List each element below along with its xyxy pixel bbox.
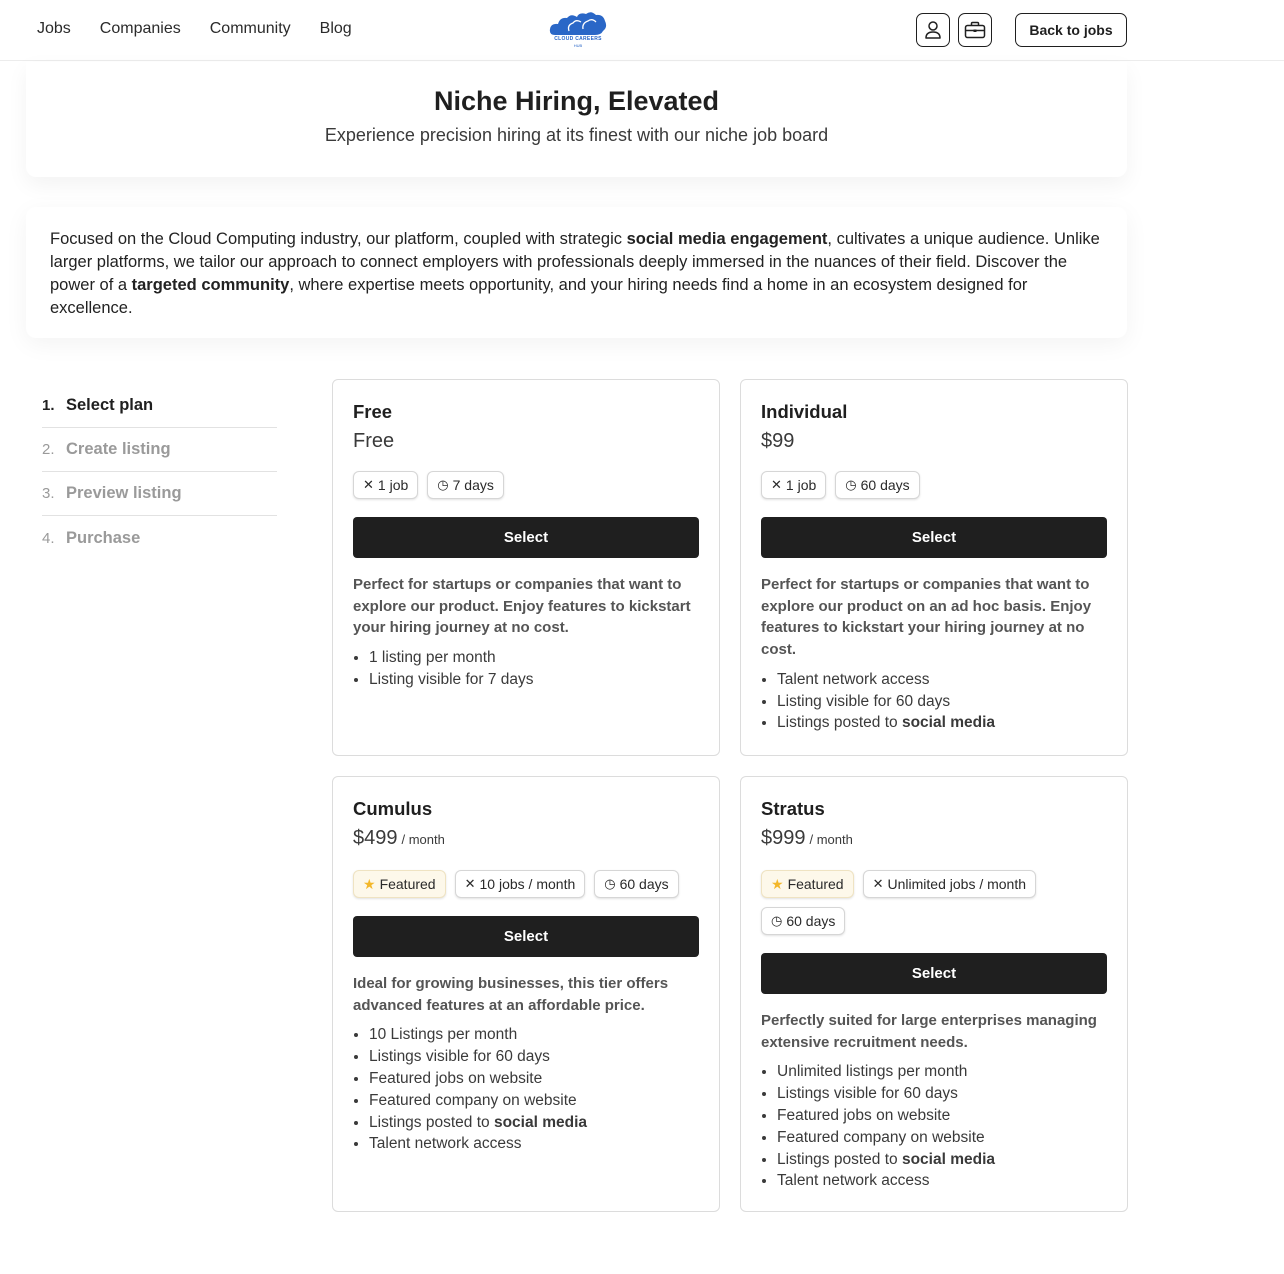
plan-name: Individual (761, 401, 848, 422)
feature-item: • Talent network access (777, 1170, 1107, 1192)
step-create-listing[interactable] (42, 428, 277, 472)
close-icon: ✕ (771, 477, 782, 492)
step-number: 3. (42, 485, 55, 502)
plan-description: Perfect for startups or companies that want to explore our product. Enjoy features to kickstart your hiring journey at no cost. (353, 576, 691, 637)
plan-features (761, 1061, 1107, 1192)
step-purchase[interactable] (42, 516, 277, 560)
main-nav (37, 20, 352, 38)
feature-item: • Listings visible for 60 days (369, 1046, 699, 1068)
duration-tag (761, 907, 845, 935)
feature-item: • Featured jobs on website (777, 1105, 1107, 1127)
logo-text: CLOUD CAREERS (554, 36, 602, 42)
tag-label: 10 jobs / month (479, 876, 576, 892)
select-individual-button[interactable]: Select (761, 517, 1107, 558)
employer-button[interactable] (958, 13, 992, 47)
plan-features (353, 1024, 699, 1155)
feature-highlight: social media (901, 714, 995, 732)
cloud-logo-icon (549, 9, 607, 39)
plan-card-cumulus (332, 776, 720, 1212)
duration-tag (427, 471, 504, 499)
jobs-tag (863, 870, 1036, 898)
plan-tags (353, 870, 699, 898)
clock-icon: ◷ (437, 477, 449, 492)
tag-label: 1 job (785, 477, 817, 493)
intro-text (50, 228, 1103, 320)
feature-item (369, 1112, 699, 1134)
tag-label: 60 days (860, 477, 910, 493)
feature-text: Listings posted to (369, 1113, 494, 1131)
feature-item: • 10 Listings per month (369, 1024, 699, 1046)
step-select-plan[interactable] (42, 384, 277, 428)
plan-card-free (332, 379, 720, 756)
select-stratus-button[interactable]: Select (761, 953, 1107, 994)
nav-companies-link[interactable]: Companies (99, 20, 181, 37)
plan-name: Cumulus (353, 798, 433, 819)
feature-item: • 1 listing per month (369, 647, 699, 669)
page-subtitle: Experience precision hiring at its finest with our niche job board (324, 125, 829, 145)
featured-tag (761, 870, 854, 898)
plan-tags (761, 870, 1107, 935)
feature-item: • Unlimited listings per month (777, 1061, 1107, 1083)
plan-name: Stratus (761, 798, 825, 819)
feature-text: Listings posted to (777, 1150, 902, 1168)
tag-label: Unlimited jobs / month (887, 876, 1027, 892)
feature-highlight: social media (901, 1150, 995, 1168)
plan-price (353, 426, 699, 456)
star-icon: ★ (771, 875, 784, 892)
star-icon: ★ (363, 875, 376, 892)
feature-text: Listings posted to (777, 714, 902, 732)
plan-card-stratus (740, 776, 1128, 1212)
close-icon: ✕ (872, 876, 884, 891)
plan-price-period: / month (809, 832, 853, 847)
user-icon (924, 20, 942, 40)
feature-highlight: social media (493, 1113, 587, 1131)
intro-text-part: , where expertise meets opportunity, and your hiring needs find a home in an ecosystem designed for excellence. (50, 276, 1028, 317)
plan-tags (353, 471, 699, 499)
briefcase-icon (964, 21, 986, 39)
nav-jobs-link[interactable]: Jobs (37, 20, 71, 37)
intro-panel (26, 207, 1127, 338)
plan-card-individual (740, 379, 1128, 756)
tag-label: Featured (379, 876, 436, 892)
plan-price-value: $499 (353, 827, 398, 849)
intro-text-part: , cultivates a unique audience. Unlike larger platforms, we tailor our approach to connect employers with professionals deeply immersed in the nuances of their field. Discover the power of a (50, 230, 1100, 294)
jobs-tag (353, 471, 418, 499)
site-logo[interactable] (549, 9, 607, 53)
nav-blog-link[interactable]: Blog (319, 20, 352, 37)
tag-label: 60 days (619, 876, 669, 892)
plan-price (761, 823, 1107, 855)
intro-highlight-social: social media engagement (626, 230, 828, 248)
page-title: Niche Hiring, Elevated (433, 86, 720, 116)
select-free-button[interactable]: Select (353, 517, 699, 558)
back-to-jobs-button[interactable]: Back to jobs (1015, 13, 1127, 47)
feature-item (777, 712, 1107, 734)
plan-features (353, 647, 699, 691)
plan-tags (761, 471, 1107, 499)
feature-item: • Featured company on website (369, 1090, 699, 1112)
plan-price-value: $999 (761, 827, 806, 849)
jobs-tag (761, 471, 826, 499)
plan-price (761, 426, 1107, 456)
plan-description: Ideal for growing businesses, this tier offers advanced features at an affordable price. (353, 975, 669, 1014)
step-preview-listing[interactable] (42, 472, 277, 516)
feature-item: • Talent network access (369, 1133, 699, 1155)
feature-item: • Featured jobs on website (369, 1068, 699, 1090)
feature-item: • Featured company on website (777, 1127, 1107, 1149)
step-number: 4. (42, 529, 55, 547)
close-icon: ✕ (363, 477, 374, 492)
duration-tag (835, 471, 919, 499)
plan-price (353, 823, 699, 855)
plan-price-value: $99 (761, 430, 795, 452)
feature-item (777, 1149, 1107, 1171)
feature-item: • Listing visible for 7 days (369, 669, 699, 691)
checkout-steps (42, 384, 277, 560)
close-icon: ✕ (464, 876, 476, 891)
plan-description: Perfectly suited for large enterprises managing extensive recruitment needs. (761, 1012, 1097, 1051)
plan-price-period: / month (401, 832, 445, 847)
clock-icon: ◷ (604, 876, 616, 891)
select-cumulus-button[interactable]: Select (353, 916, 699, 957)
nav-community-link[interactable]: Community (209, 20, 291, 37)
duration-tag (594, 870, 678, 898)
plan-price-value: Free (353, 430, 395, 452)
logo-subtext: HUB (573, 43, 583, 48)
step-label: Select plan (66, 396, 154, 414)
tag-label: 1 job (377, 477, 409, 493)
top-header (0, 0, 1284, 61)
clock-icon: ◷ (845, 477, 857, 492)
feature-item: • Talent network access (777, 669, 1107, 691)
intro-text-part: Focused on the Cloud Computing industry, our platform, coupled with strategic (50, 230, 627, 248)
feature-item: • Listings visible for 60 days (777, 1083, 1107, 1105)
step-number: 2. (42, 441, 55, 458)
step-label: Preview listing (66, 484, 182, 502)
step-label: Purchase (66, 528, 141, 547)
feature-item: • Listing visible for 60 days (777, 691, 1107, 713)
featured-tag (353, 870, 446, 898)
account-button[interactable] (916, 13, 950, 47)
plan-name: Free (353, 401, 393, 422)
plan-description: Perfect for startups or companies that want to explore our product on an ad hoc basis. Enjoy features to kickstart your hiring journey at no cost. (761, 576, 1092, 659)
tag-label: 7 days (452, 477, 494, 493)
step-number: 1. (42, 397, 55, 414)
jobs-tag (455, 870, 586, 898)
hero-section (26, 62, 1127, 177)
clock-icon: ◷ (771, 913, 783, 928)
step-label: Create listing (66, 440, 171, 458)
tag-label: Featured (787, 876, 844, 892)
intro-highlight-community: targeted community (131, 276, 290, 294)
tag-label: 60 days (786, 913, 836, 929)
plan-features (761, 669, 1107, 734)
